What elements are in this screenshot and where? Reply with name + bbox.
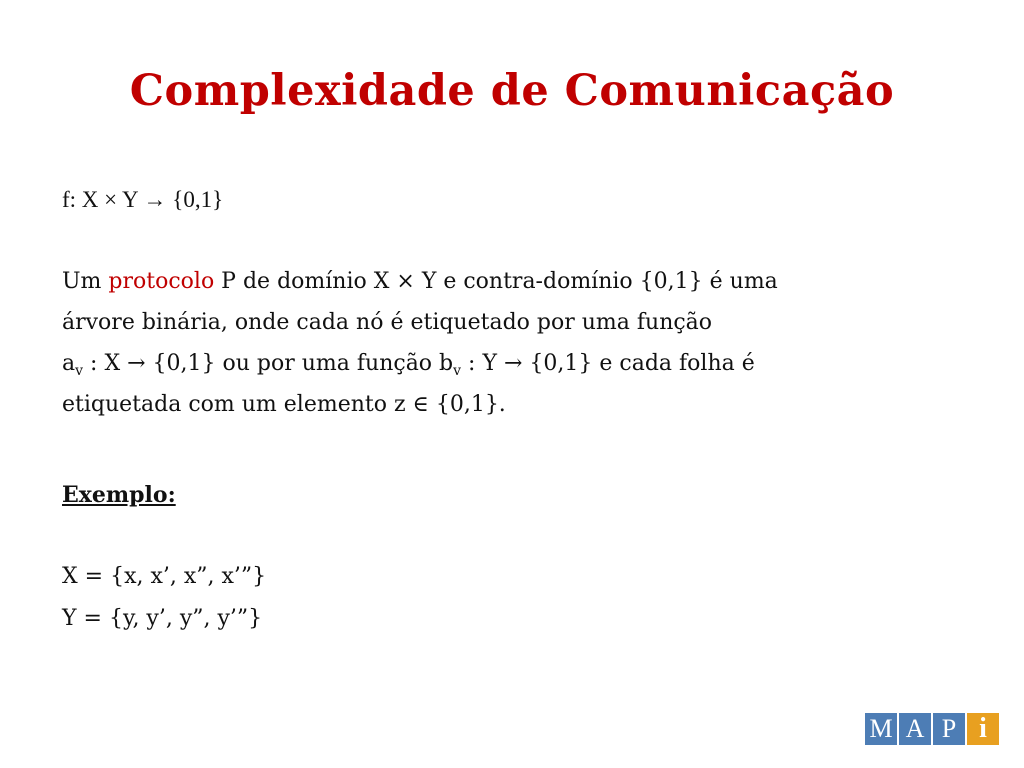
slide-title: Complexidade de Comunicação — [129, 66, 895, 116]
definition-line-1-prefix: Um — [62, 269, 109, 294]
mapi-logo — [865, 713, 999, 745]
subscript-v-b: v — [453, 363, 462, 379]
function-a: a — [62, 351, 76, 376]
set-x: X = {x, x’, x”, x’”} — [62, 564, 267, 589]
example-heading-row — [62, 475, 176, 515]
set-y: Y = {y, y’, y”, y’”} — [62, 606, 263, 631]
function-definition: f: X × Y → {0,1} — [62, 187, 224, 212]
definition-line-3-middle: : X → {0,1} ou por uma função b — [83, 351, 454, 376]
definition-line-4: etiquetada com um elemento z ∈ {0,1}. — [62, 392, 506, 417]
logo-letter-p: P — [933, 713, 965, 745]
definition-line-1 — [62, 261, 778, 302]
logo-letter-i: i — [967, 713, 999, 745]
definition-paragraph — [62, 261, 778, 425]
definition-line-1-suffix: P de domínio X × Y e contra-domínio {0,1} é uma — [214, 269, 778, 294]
protocol-term: protocolo — [108, 269, 215, 294]
logo-letter-m: M — [865, 713, 897, 745]
definition-line-3 — [62, 343, 778, 384]
logo-letter-a: A — [899, 713, 931, 745]
definition-line-3-end: : Y → {0,1} e cada folha é — [461, 351, 755, 376]
subscript-v-a: v — [75, 363, 84, 379]
definition-line-2: árvore binária, onde cada nó é etiquetado por uma função — [62, 310, 713, 335]
example-heading: Exemplo: — [62, 482, 176, 508]
